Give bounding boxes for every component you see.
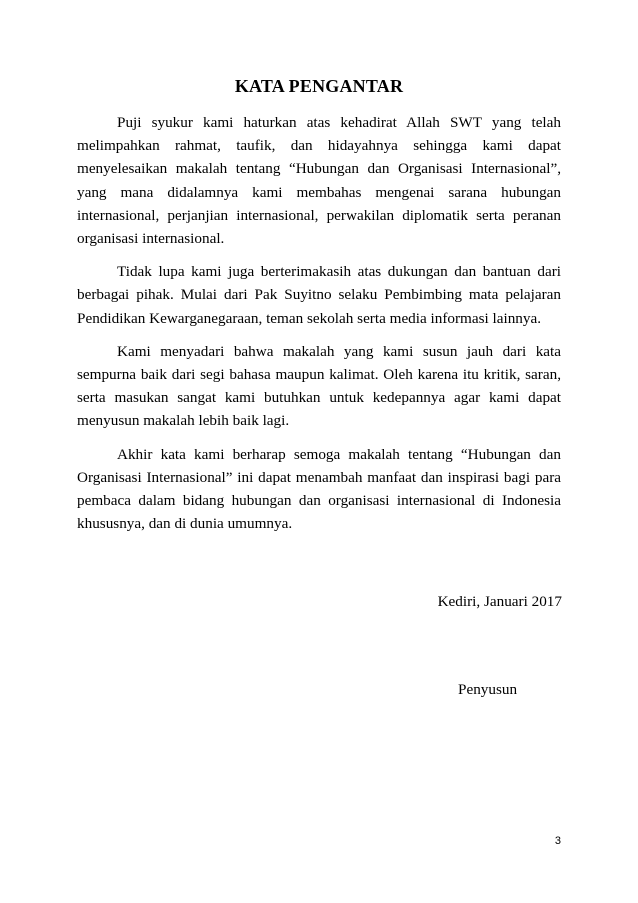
paragraph-3: Kami menyadari bahwa makalah yang kami susun jauh dari kata sempurna baik dari segi bahasa maupun kalimat. Oleh karena itu kritik, saran, serta masukan sangat kami butuhkan untuk kedepannya agar kami dapat menyusun makalah lebih baik lagi. xyxy=(77,342,561,430)
place-date: Kediri, Januari 2017 xyxy=(437,593,562,610)
paragraph-4: Akhir kata kami berharap semoga makalah tentang “Hubungan dan Organisasi Internasional” ini dapat menambah manfaat dan inspirasi bagi para pembaca dalam bidang hubungan dan organisasi internasional di Indonesia khususnya, dan di dunia umumnya. xyxy=(77,445,561,533)
paragraph-2: Tidak lupa kami juga berterimakasih atas dukungan dan bantuan dari berbagai pihak. Mulai dari Pak Suyitno selaku Pembimbing mata pelajaran Pendidikan Kewarganegaraan, teman sekolah serta media informasi lainnya. xyxy=(77,263,561,327)
signer: Penyusun xyxy=(458,681,518,698)
paragraph-1: Puji syukur kami haturkan atas kehadirat Allah SWT yang telah melimpahkan rahmat, taufik, dan hidayahnya sehingga kami dapat menyelesaikan makalah tentang “Hubungan dan Organisasi Internasional”, yang mana didalamnya kami membahas mengenai sarana hubungan internasional, perjanjian internasional, perwakilan diplomatik serta peranan organisasi internasional. xyxy=(77,114,561,248)
page-number: 3 xyxy=(554,835,561,847)
page-title: KATA PENGANTAR xyxy=(234,76,404,96)
body-text xyxy=(77,111,561,545)
